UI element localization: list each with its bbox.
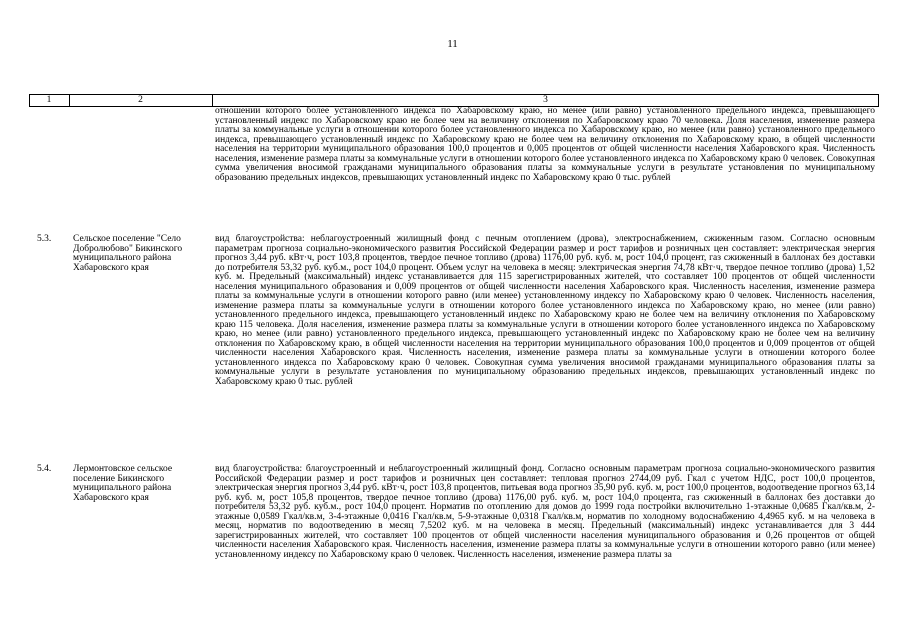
column-divider	[69, 95, 70, 106]
page-number: 11	[447, 38, 458, 50]
data-table	[29, 94, 879, 560]
column-header-3: 3	[543, 95, 548, 105]
row-number: 5.3.	[37, 234, 52, 244]
row-name: Лермонтовское сельское поселение Бикинского муниципального района Хабаровского края	[73, 464, 173, 503]
row-name: Сельское поселение "Село Добролюбово" Бикинского муниципального района Хабаровского края	[73, 234, 183, 273]
column-divider	[29, 95, 30, 106]
row-description: вид благоустройства: неблагоустроенный жилищный фонд с печным отоплением (дрова), электроснабжением, сжиженным газом. Согласно основным параметрам прогноза социально-экономического развития Российской Федерации размер и рост тарифов и розничных цен составляет: электрическая энергия прогноз 3,44 руб. кВт·ч, рост 103,8 процентов, твердое печное топливо (дрова) 1176,00 руб. куб. м, рост 104,0 процент, газ сжиженный в баллонах без доставки до потребителя 53,32 руб. куб.м., рост 104,0 процент. Объем услуг на человека в месяц: электрическая энергия 74,78 кВт·ч, твердое печное топливо (дрова) 1,52 куб. м. Предельный (максимальный) индекс устанавливается для 115 зарегистрированных жителей, что составляет 100 процентов от общей численности населения муниципального образования и 0,009 процентов от общей численности населения Хабаровского края. Численность населения, изменение размера платы за коммунальные услуги в отношении которого равно (или менее) установленному индексу по Хабаровскому краю 0 человек. Численность населения, изменение размера платы за коммунальные услуги в отношении которого более установленного индекса по Хабаровскому краю, но менее (или равно) установленного предельного индекса, превышающего установленный индекс по Хабаровскому краю не более чем на величину отклонения по Хабаровскому краю 115 человека. Доля населения, изменение размера платы за коммунальные услуги в отношении которого более установленного индекса по Хабаровскому краю, но менее (или равно) установленного предельного индекса, превышающего установленный индекс по Хабаровскому краю не более чем на величину отклонения по Хабаровскому краю, в общей численности населения на территории муниципального образования 100,0 процентов и 0,009 процентов от общей численности населения Хабаровского края. Численность населения, изменение размера платы за коммунальные услуги в отношении которого более установленного индекса по Хабаровскому краю 0 человек. Совокупная сумма увеличения вносимой гражданами муниципального образования платы за коммунальные услуги в результате установления по муниципальному образованию предельных индексов, превышающих установленный индекс по Хабаровскому краю 0 тыс. рублей	[215, 234, 875, 387]
row-description: вид благоустройства: благоустроенный и неблагоустроенный жилищный фонд. Согласно основным параметрам прогноза социально-экономического развития Российской Федерации размер и рост тарифов и розничных цен составляет: тепловая прогноз 2744,09 руб. Гкал с учетом НДС, рост 100,0 процентов, электрическая энергия прогноз 3,44 руб. кВт·ч, рост 103,8 процентов, питьевая вода прогноз 35,90 руб. куб. м, рост 100,0 процентов, водоотведение прогноз 63,14 руб. куб. м, рост 105,8 процентов, твердое печное топливо (дрова) 1176,00 руб. куб. м, рост 104,0 процента, газ сжиженный в баллонах без доставки до потребителя 53,32 руб. куб.м., рост 104,0 процент. Норматив по отоплению для домов до 1999 года постройки включительно 1-этажные 0,0685 Гкал/кв.м, 2-этажные 0,0589 Гкал/кв.м, 3-4-этажные 0,0416 Гкал/кв.м, 5-9-этажные 0,0318 Гкал/кв.м, норматив по холодному водоснабжению 4,4965 куб. м на человека в месяц, норматив по водоотведению в месяц 7,5202 куб. м на человека в месяц. Предельный (максимальный) индекс устанавливается для 3 444 зарегистрированных жителей, что составляет 100 процентов от общей численности населения муниципального образования и 0,26 процентов от общей численности населения Хабаровского края. Численность населения, изменение размера платы за коммунальные услуги в отношении которого равно (или менее) установленному индексу по Хабаровскому краю 0 человек. Численность населения, изменение размера платы за	[215, 464, 875, 560]
column-header-1: 1	[46, 95, 52, 105]
column-header-2: 2	[138, 95, 143, 105]
column-divider	[212, 95, 213, 106]
row-description: отношении которого более установленного индекса по Хабаровскому краю, но менее (или равно) установленного предельного индекса, превышающего установленный индекс по Хабаровскому краю не более чем на величину отклонения по Хабаровскому краю 70 человека. Доля населения, изменение размера платы за коммунальные услуги в отношении которого более установленного индекса по Хабаровскому краю, но менее (или равно) установленного предельного индекса, превышающего установленный индекс по Хабаровскому краю не более чем на величину отклонения по Хабаровскому краю, в общей численности населения на территории муниципального образования 100,0 процентов и 0,005 процентов от общей численности населения Хабаровского края. Численность населения, изменение размера платы за коммунальные услуги в отношении которого более установленного индекса по Хабаровскому краю 0 человек. Совокупная сумма увеличения вносимой гражданами муниципального образования платы за коммунальные услуги в результате установления по муниципальному образованию предельных индексов, превышающих установленный индекс по Хабаровскому краю 0 тыс. рублей	[215, 106, 875, 183]
row-number: 5.4.	[37, 464, 52, 474]
column-divider	[878, 95, 879, 106]
